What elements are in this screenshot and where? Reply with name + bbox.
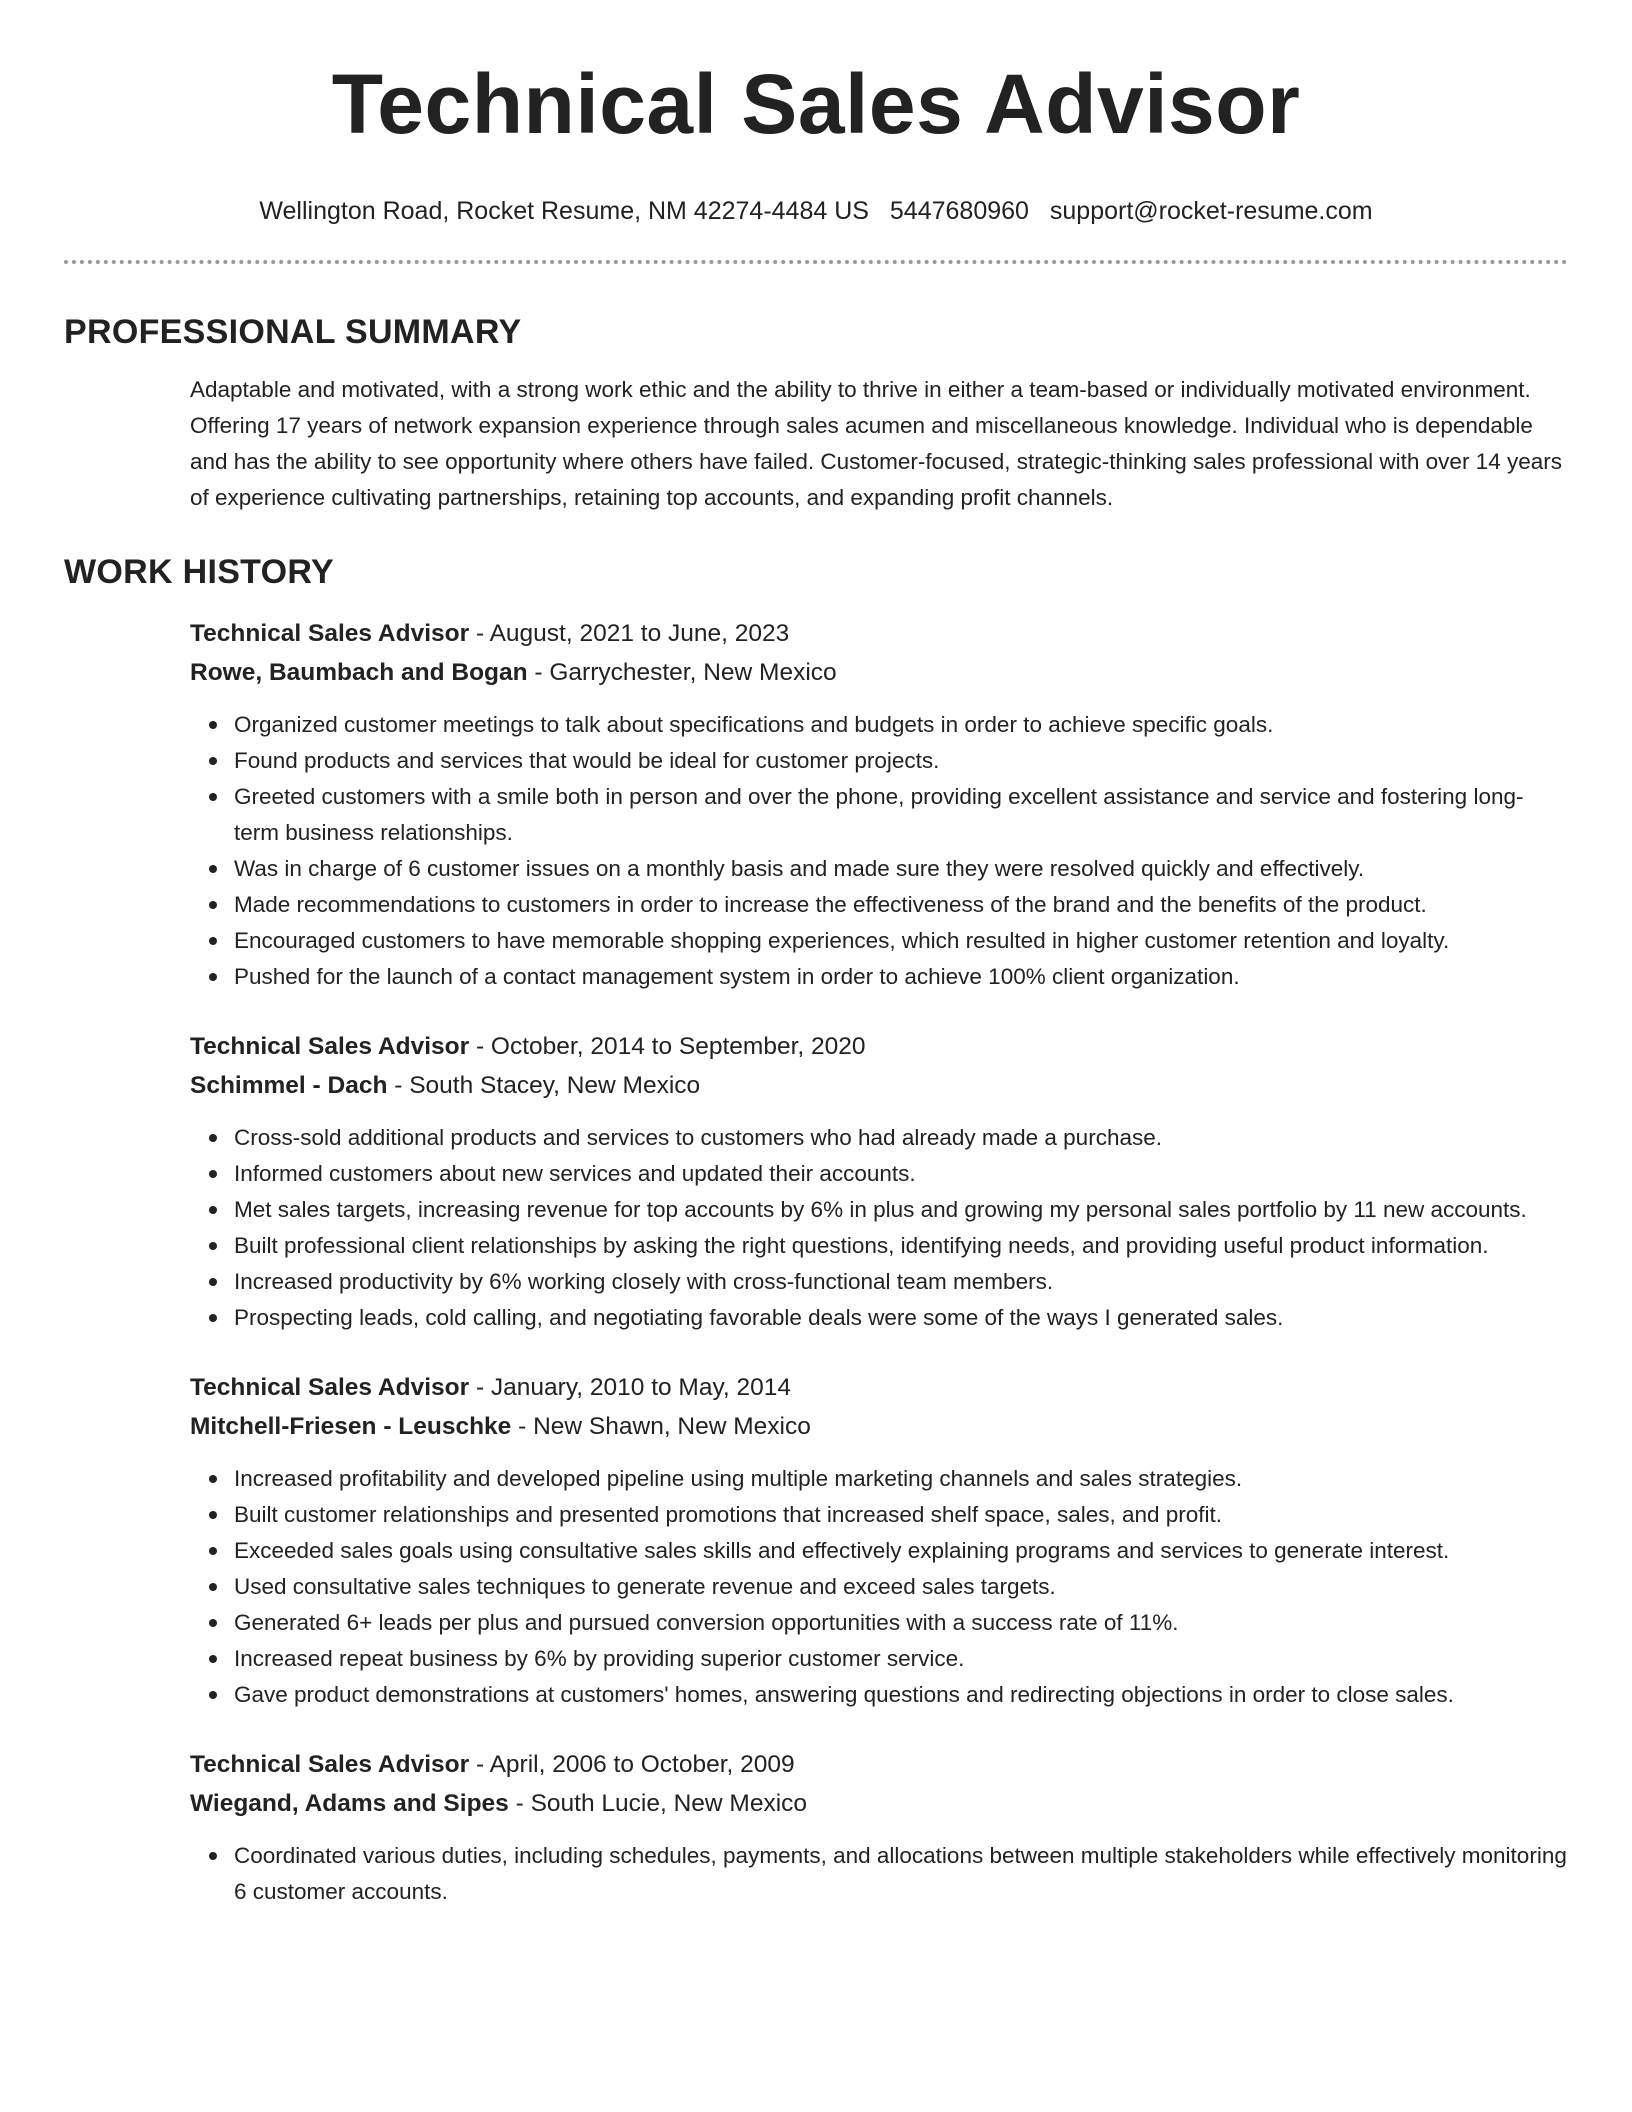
section-title-work-history: WORK HISTORY bbox=[64, 553, 334, 591]
job-company: Wiegand, Adams and Sipes bbox=[190, 1790, 509, 1817]
job-dates: - April, 2006 to October, 2009 bbox=[469, 1751, 795, 1778]
job-entry bbox=[190, 614, 1568, 995]
job-bullet: Organized customer meetings to talk about specifications and budgets in order to achieve specific goals. bbox=[234, 707, 1568, 743]
job-bullet: Built professional client relationships by asking the right questions, identifying needs, and providing useful product information. bbox=[234, 1228, 1568, 1264]
job-dates: - January, 2010 to May, 2014 bbox=[469, 1374, 792, 1401]
job-bullet: Encouraged customers to have memorable shopping experiences, which resulted in higher customer retention and loyalty. bbox=[234, 923, 1568, 959]
job-role-line bbox=[190, 1745, 1568, 1784]
job-entry bbox=[190, 1027, 1568, 1336]
job-location: - New Shawn, New Mexico bbox=[511, 1413, 811, 1440]
job-role: Technical Sales Advisor bbox=[190, 1374, 470, 1401]
job-company: Schimmel - Dach bbox=[190, 1072, 388, 1099]
job-dates: - August, 2021 to June, 2023 bbox=[469, 620, 790, 647]
job-role: Technical Sales Advisor bbox=[190, 620, 470, 647]
job-bullet: Increased repeat business by 6% by providing superior customer service. bbox=[234, 1641, 1568, 1677]
job-bullet: Gave product demonstrations at customers' homes, answering questions and redirecting objections in order to close sales. bbox=[234, 1677, 1568, 1713]
contact-address: Wellington Road, Rocket Resume, NM 42274-4484 US bbox=[259, 197, 869, 225]
job-bullet: Used consultative sales techniques to generate revenue and exceed sales targets. bbox=[234, 1569, 1568, 1605]
resume-name: Technical Sales Advisor bbox=[331, 57, 1301, 151]
job-company: Rowe, Baumbach and Bogan bbox=[190, 659, 528, 686]
job-location: - South Stacey, New Mexico bbox=[387, 1072, 701, 1099]
job-role: Technical Sales Advisor bbox=[190, 1751, 470, 1778]
job-bullet: Exceeded sales goals using consultative sales skills and effectively explaining programs and services to generate interest. bbox=[234, 1533, 1568, 1569]
job-bullet: Built customer relationships and presented promotions that increased shelf space, sales, and profit. bbox=[234, 1497, 1568, 1533]
job-bullet: Cross-sold additional products and services to customers who had already made a purchase. bbox=[234, 1120, 1568, 1156]
job-role-line bbox=[190, 1027, 1568, 1066]
contact-line bbox=[64, 196, 1568, 226]
job-bullets bbox=[190, 1838, 1568, 1910]
job-bullet: Generated 6+ leads per plus and pursued conversion opportunities with a success rate of 11%. bbox=[234, 1605, 1568, 1641]
job-company-line bbox=[190, 1407, 1568, 1446]
job-bullet: Increased productivity by 6% working closely with cross-functional team members. bbox=[234, 1264, 1568, 1300]
section-title-summary: PROFESSIONAL SUMMARY bbox=[64, 313, 522, 351]
job-bullet: Made recommendations to customers in order to increase the effectiveness of the brand and the benefits of the product. bbox=[234, 887, 1568, 923]
job-bullet: Was in charge of 6 customer issues on a monthly basis and made sure they were resolved quickly and effectively. bbox=[234, 851, 1568, 887]
job-bullets bbox=[190, 1461, 1568, 1713]
job-entry bbox=[190, 1745, 1568, 1910]
job-role: Technical Sales Advisor bbox=[190, 1033, 470, 1060]
job-bullet: Met sales targets, increasing revenue for top accounts by 6% in plus and growing my personal sales portfolio by 11 new accounts. bbox=[234, 1192, 1568, 1228]
job-bullets bbox=[190, 1120, 1568, 1336]
job-bullet: Coordinated various duties, including schedules, payments, and allocations between multiple stakeholders while effectively monitoring 6 customer accounts. bbox=[234, 1838, 1568, 1910]
job-bullet: Informed customers about new services and updated their accounts. bbox=[234, 1156, 1568, 1192]
job-dates: - October, 2014 to September, 2020 bbox=[469, 1033, 866, 1060]
job-bullet: Pushed for the launch of a contact management system in order to achieve 100% client organization. bbox=[234, 959, 1568, 995]
contact-email: support@rocket-resume.com bbox=[1049, 197, 1373, 225]
job-location: - Garrychester, New Mexico bbox=[527, 659, 837, 686]
contact-phone: 5447680960 bbox=[889, 197, 1029, 225]
job-bullets bbox=[190, 707, 1568, 995]
job-company-line bbox=[190, 653, 1568, 692]
job-bullet: Greeted customers with a smile both in person and over the phone, providing excellent assistance and service and fostering long-term business relationships. bbox=[234, 779, 1568, 851]
job-company-line bbox=[190, 1784, 1568, 1823]
job-bullet: Prospecting leads, cold calling, and negotiating favorable deals were some of the ways I generated sales. bbox=[234, 1300, 1568, 1336]
summary-text: Adaptable and motivated, with a strong work ethic and the ability to thrive in either a team-based or individually motivated environment. Offering 17 years of network expansion experience through sales acumen and miscellaneous knowledge. Individual who is dependable and has the ability to see opportunity where others have failed. Customer-focused, strategic-thinking sales professional with over 14 years of experience cultivating partnerships, retaining top accounts, and expanding profit channels. bbox=[190, 377, 1562, 510]
job-bullet: Increased profitability and developed pipeline using multiple marketing channels and sales strategies. bbox=[234, 1461, 1568, 1497]
job-bullet: Found products and services that would be ideal for customer projects. bbox=[234, 743, 1568, 779]
job-entry bbox=[190, 1368, 1568, 1713]
job-company: Mitchell-Friesen - Leuschke bbox=[190, 1413, 512, 1440]
job-role-line bbox=[190, 1368, 1568, 1407]
job-location: - South Lucie, New Mexico bbox=[508, 1790, 808, 1817]
dotted-divider bbox=[64, 260, 1568, 264]
job-role-line bbox=[190, 614, 1568, 653]
job-company-line bbox=[190, 1066, 1568, 1105]
resume-page bbox=[64, 0, 1568, 1910]
